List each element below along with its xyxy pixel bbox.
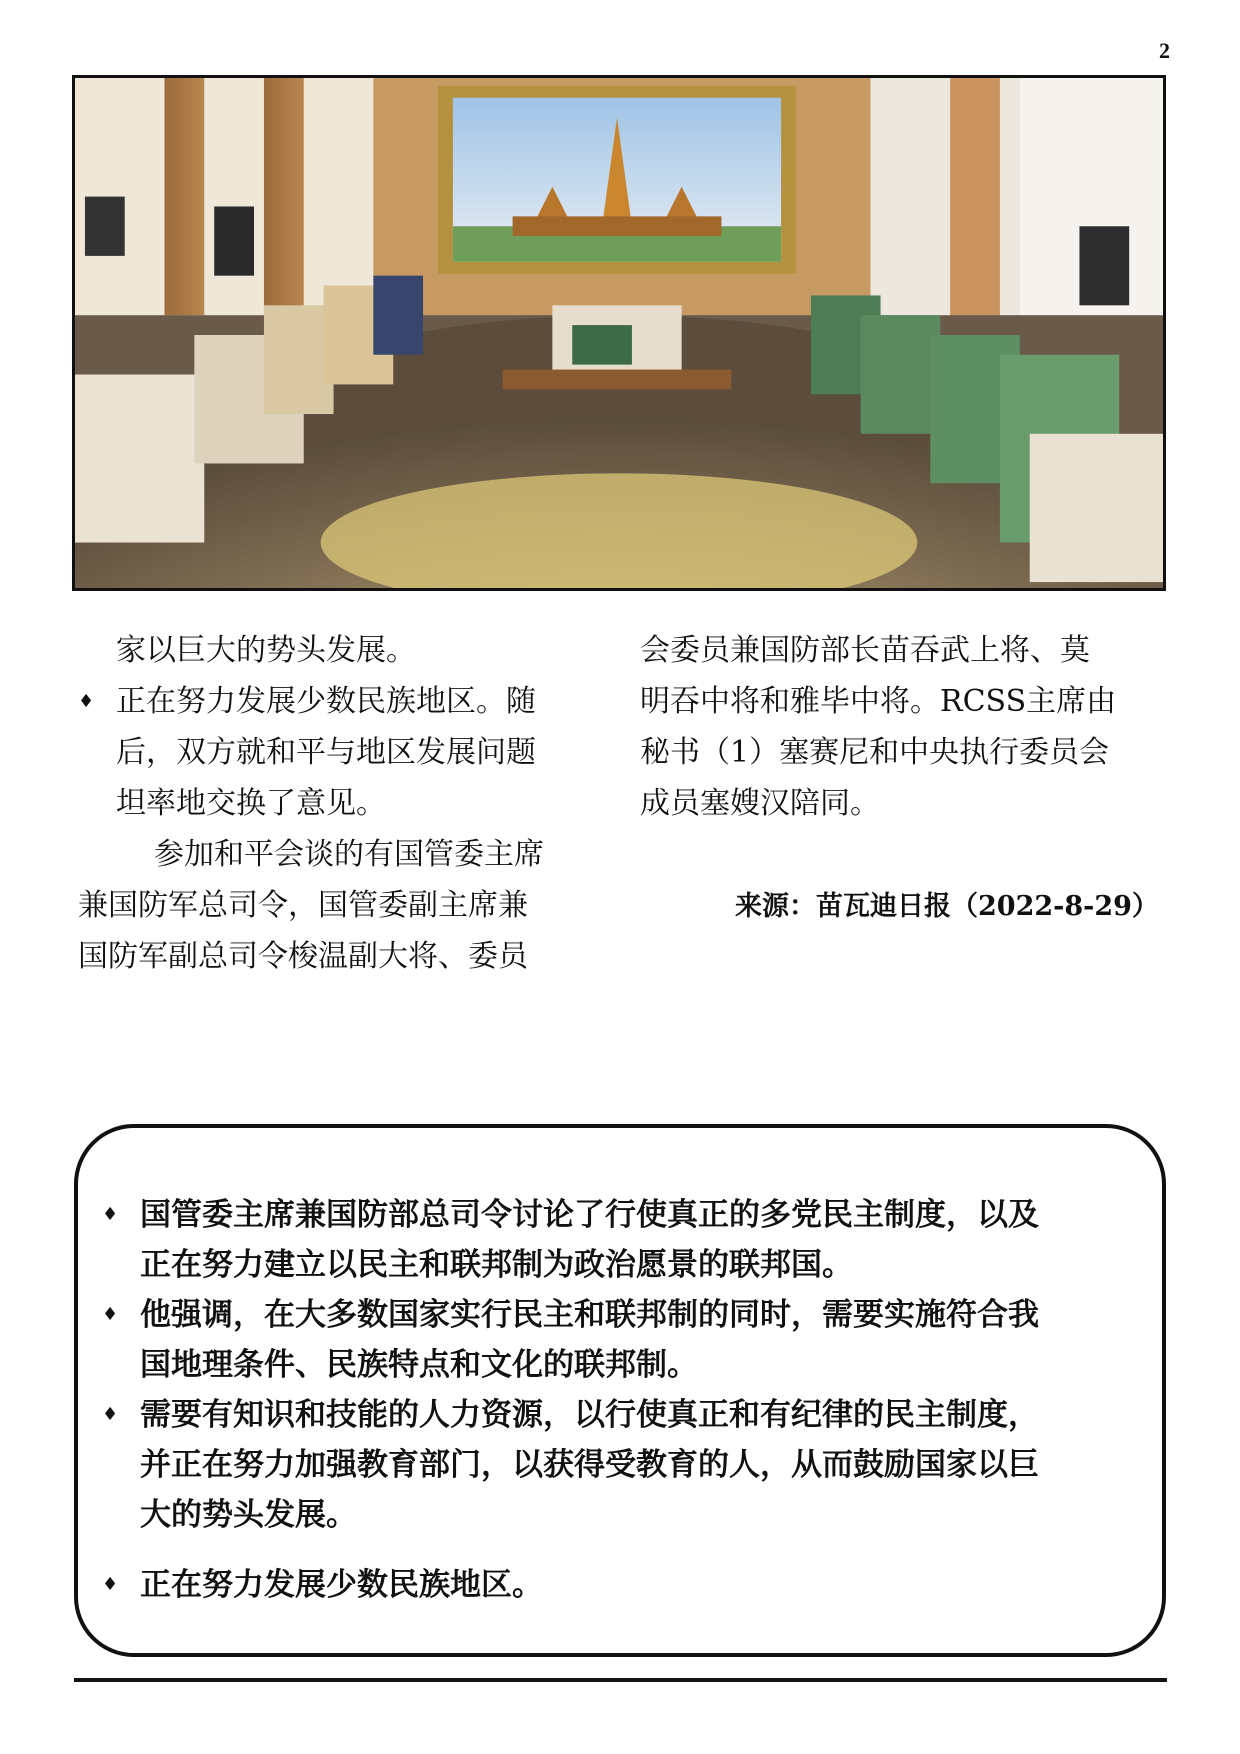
summary-text: 国地理条件、民族特点和文化的联邦制。 [140,1347,698,1383]
diamond-bullet-icon: ♦ [102,1574,119,1595]
text-line: 参加和平会谈的有国管委主席 [154,837,544,872]
text-line: 家以巨大的势头发展。 [116,633,416,668]
summary-item [102,1390,1150,1540]
right-column [640,625,1170,829]
diamond-bullet-icon: ♦ [102,1404,119,1425]
text-line: 成员塞嫂汉陪同。 [640,786,880,821]
diamond-bullet-icon: ♦ [102,1204,119,1225]
source-citation: 来源：苗瓦迪日报（2022-8-29） [735,891,1159,922]
text-line: 后，双方就和平与地区发展问题 [116,735,536,770]
summary-text: 大的势头发展。 [140,1497,357,1533]
meeting-hall-photo [72,75,1166,591]
footer-rule [74,1678,1167,1682]
diamond-bullet-icon: ♦ [78,691,95,712]
text-line: 国防军副总司令梭温副大将、委员 [78,939,528,974]
page-number: 2 [1159,38,1170,63]
summary-list [102,1190,1150,1610]
summary-text: 正在努力建立以民主和联邦制为政治愿景的联邦国。 [140,1247,853,1283]
text-line: 明吞中将和雅毕中将。RCSS主席由 [640,684,1117,719]
summary-item [102,1560,1150,1610]
text-line: 会委员兼国防部长苗吞武上将、莫 [640,633,1090,668]
summary-text: 国管委主席兼国防部总司令讨论了行使真正的多党民主制度，以及 [140,1197,1039,1233]
text-line: 正在努力发展少数民族地区。随 [116,684,536,719]
text-line: 坦率地交换了意见。 [116,786,386,821]
summary-text: 需要有知识和技能的人力资源，以行使真正和有纪律的民主制度， [140,1397,1039,1433]
text-line: 兼国防军总司令，国管委副主席兼 [78,888,528,923]
photo-illustration [75,78,1163,588]
summary-text: 正在努力发展少数民族地区。 [140,1567,543,1603]
text-line: 秘书（1）塞赛尼和中央执行委员会 [640,735,1110,770]
diamond-bullet-icon: ♦ [102,1304,119,1325]
bullet-line [78,676,600,727]
left-column [78,625,600,982]
summary-text: 并正在努力加强教育部门，以获得受教育的人，从而鼓励国家以巨 [140,1447,1039,1483]
summary-item [102,1190,1150,1290]
summary-text: 他强调，在大多数国家实行民主和联邦制的同时，需要实施符合我 [140,1297,1039,1333]
summary-item [102,1290,1150,1390]
